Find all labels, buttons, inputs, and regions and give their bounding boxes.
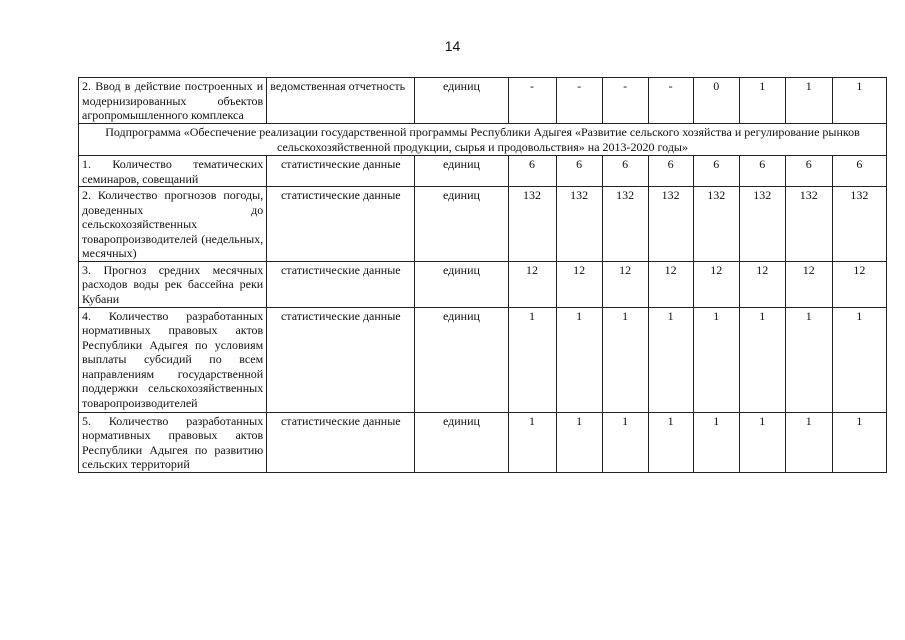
indicator-value: 12 bbox=[556, 261, 602, 307]
indicator-value: 6 bbox=[602, 156, 648, 187]
indicator-unit: единиц bbox=[415, 307, 508, 412]
indicator-unit: единиц bbox=[415, 412, 508, 472]
indicator-value: 1 bbox=[508, 307, 556, 412]
page-number: 14 bbox=[444, 38, 461, 54]
indicator-name: 5. Количество разработанных нормативных правовых актов Республики Адыгея по развитию сельских территорий bbox=[79, 412, 267, 472]
indicator-source: ведомственная отчетность bbox=[267, 78, 415, 124]
indicator-value: 1 bbox=[739, 307, 785, 412]
indicator-source: статистические данные bbox=[267, 307, 415, 412]
table-row bbox=[79, 261, 887, 307]
indicator-source: статистические данные bbox=[267, 412, 415, 472]
table-row bbox=[79, 307, 887, 412]
indicator-value: 12 bbox=[739, 261, 785, 307]
table-row bbox=[79, 187, 887, 262]
indicator-name: 4. Количество разработанных нормативных правовых актов Республики Адыгея по условиям выплаты субсидий по всем направлениям государственной поддержки сельскохозяйственных товаропроизводителей bbox=[79, 307, 267, 412]
indicator-value: 6 bbox=[785, 156, 832, 187]
indicator-value: 12 bbox=[508, 261, 556, 307]
indicator-value: - bbox=[648, 78, 693, 124]
indicator-value: 12 bbox=[602, 261, 648, 307]
indicator-value: 132 bbox=[832, 187, 886, 262]
indicator-value: - bbox=[602, 78, 648, 124]
indicator-value: 12 bbox=[693, 261, 739, 307]
indicator-value: 1 bbox=[739, 78, 785, 124]
table-row bbox=[79, 156, 887, 187]
indicator-value: 1 bbox=[739, 412, 785, 472]
indicator-value: 6 bbox=[556, 156, 602, 187]
table-row bbox=[79, 412, 887, 472]
indicator-value: 0 bbox=[693, 78, 739, 124]
subprogram-row bbox=[79, 124, 887, 156]
indicator-unit: единиц bbox=[415, 78, 508, 124]
indicator-value: 132 bbox=[556, 187, 602, 262]
table-row bbox=[79, 78, 887, 124]
indicator-name: 1. Количество тематических семинаров, совещаний bbox=[79, 156, 267, 187]
indicator-value: 1 bbox=[648, 307, 693, 412]
indicator-value: 1 bbox=[832, 307, 886, 412]
indicator-value: 1 bbox=[832, 412, 886, 472]
indicator-value: - bbox=[508, 78, 556, 124]
indicator-value: 1 bbox=[832, 78, 886, 124]
indicator-source: статистические данные bbox=[267, 187, 415, 262]
indicator-value: 1 bbox=[602, 412, 648, 472]
indicator-value: 12 bbox=[832, 261, 886, 307]
indicator-source: статистические данные bbox=[267, 156, 415, 187]
indicator-value: 6 bbox=[508, 156, 556, 187]
indicator-value: 1 bbox=[556, 307, 602, 412]
indicator-value: - bbox=[556, 78, 602, 124]
indicator-value: 1 bbox=[602, 307, 648, 412]
indicator-value: 1 bbox=[785, 78, 832, 124]
indicator-value: 1 bbox=[785, 307, 832, 412]
indicator-name: 2. Ввод в действие построенных и модернизированных объектов агропромышленного комплекса bbox=[79, 78, 267, 124]
indicator-value: 132 bbox=[739, 187, 785, 262]
indicator-value: 132 bbox=[508, 187, 556, 262]
indicator-value: 132 bbox=[693, 187, 739, 262]
indicator-value: 1 bbox=[693, 412, 739, 472]
indicator-value: 6 bbox=[832, 156, 886, 187]
indicator-value: 1 bbox=[556, 412, 602, 472]
indicator-value: 1 bbox=[508, 412, 556, 472]
indicator-unit: единиц bbox=[415, 156, 508, 187]
indicator-value: 132 bbox=[602, 187, 648, 262]
indicator-value: 1 bbox=[693, 307, 739, 412]
indicator-name: 3. Прогноз средних месячных расходов воды рек бассейна реки Кубани bbox=[79, 261, 267, 307]
indicator-value: 12 bbox=[785, 261, 832, 307]
indicator-value: 6 bbox=[693, 156, 739, 187]
indicator-name: 2. Количество прогнозов погоды, доведенных до сельскохозяйственных товаропроизводителей (недельных, месячных) bbox=[79, 187, 267, 262]
indicator-value: 132 bbox=[648, 187, 693, 262]
indicator-value: 1 bbox=[648, 412, 693, 472]
indicator-value: 132 bbox=[785, 187, 832, 262]
indicator-value: 6 bbox=[739, 156, 785, 187]
indicator-unit: единиц bbox=[415, 187, 508, 262]
subprogram-title: Подпрограмма «Обеспечение реализации государственной программы Республики Адыгея «Развитие сельского хозяйства и регулирование рынков сельскохозяйственной продукции, сырья и продовольствия» на 2013-2020 годы» bbox=[79, 124, 887, 156]
indicators-table bbox=[78, 77, 887, 473]
indicator-value: 1 bbox=[785, 412, 832, 472]
indicator-value: 6 bbox=[648, 156, 693, 187]
indicator-value: 12 bbox=[648, 261, 693, 307]
indicator-unit: единиц bbox=[415, 261, 508, 307]
indicator-source: статистические данные bbox=[267, 261, 415, 307]
